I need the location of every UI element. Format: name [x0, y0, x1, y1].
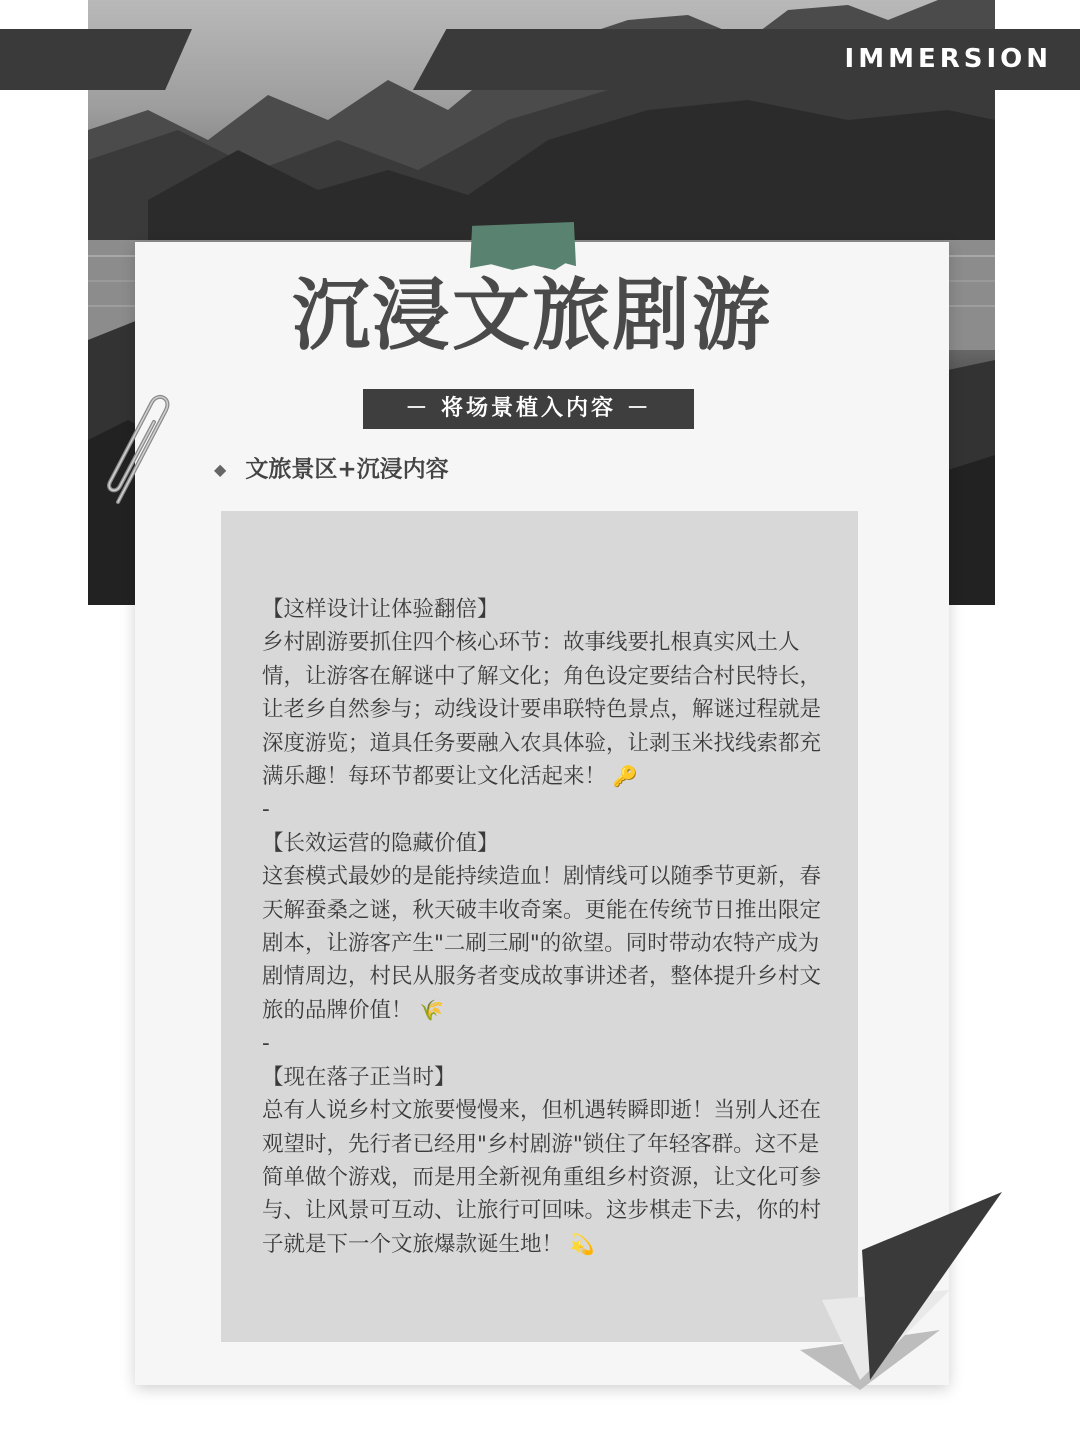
brand-label: IMMERSION — [844, 44, 1052, 74]
section-body: 这套模式最妙的是能持续造血！剧情线可以随季节更新，春天解蚕桑之谜，秋天破丰收奇案。更能在传统节日推出限定剧本，让游客产生"二刷三刷"的欲望。同时带动农特产成为剧情周边，村民从服务者变成故事讲述者，整体提升乡村文旅的品牌价值！ 🌾 — [262, 864, 822, 1023]
folded-corner-icon — [800, 1190, 1010, 1390]
paperclip-icon — [96, 390, 186, 510]
key-icon: 🔑 — [612, 764, 638, 789]
rice-icon: 🌾 — [419, 997, 445, 1022]
diamond-bullet-icon: ◆ — [214, 459, 227, 479]
separator: - — [262, 797, 270, 823]
tape-decoration — [470, 222, 576, 270]
section-heading: 【长效运营的隐藏价值】 — [262, 830, 499, 856]
bullet-line — [214, 452, 449, 486]
section-heading: 【现在落子正当时】 — [262, 1064, 456, 1090]
dizzy-icon: 💫 — [569, 1231, 595, 1256]
article-body — [262, 593, 822, 1261]
page-title: 沉浸文旅剧游 — [292, 271, 773, 361]
separator: - — [262, 1031, 270, 1057]
section-body: 总有人说乡村文旅要慢慢来，但机遇转瞬即逝！当别人还在观望时，先行者已经用"乡村剧游"锁住了年轻客群。这不是简单做个游戏，而是用全新视角重组乡村资源，让文化可参与、让风景可互动、让旅行可回味。这步棋走下去，你的村子就是下一个文旅爆款诞生地！ 💫 — [262, 1098, 822, 1257]
section-heading: 【这样设计让体验翻倍】 — [262, 597, 499, 622]
subtitle-banner: － 将场景植入内容 － — [363, 389, 694, 429]
bullet-label: 文旅景区+沉浸内容 — [245, 456, 449, 483]
header-bar-left — [0, 29, 192, 90]
section-body: 乡村剧游要抓住四个核心环节：故事线要扎根真实风土人情，让游客在解谜中了解文化；角色设定要结合村民特长，让老乡自然参与；动线设计要串联特色景点，解谜过程就是深度游览；道具任务要融入农具体验，让剥玉米找线索都充满乐趣！每环节都要让文化活起来！ 🔑 — [262, 630, 822, 790]
